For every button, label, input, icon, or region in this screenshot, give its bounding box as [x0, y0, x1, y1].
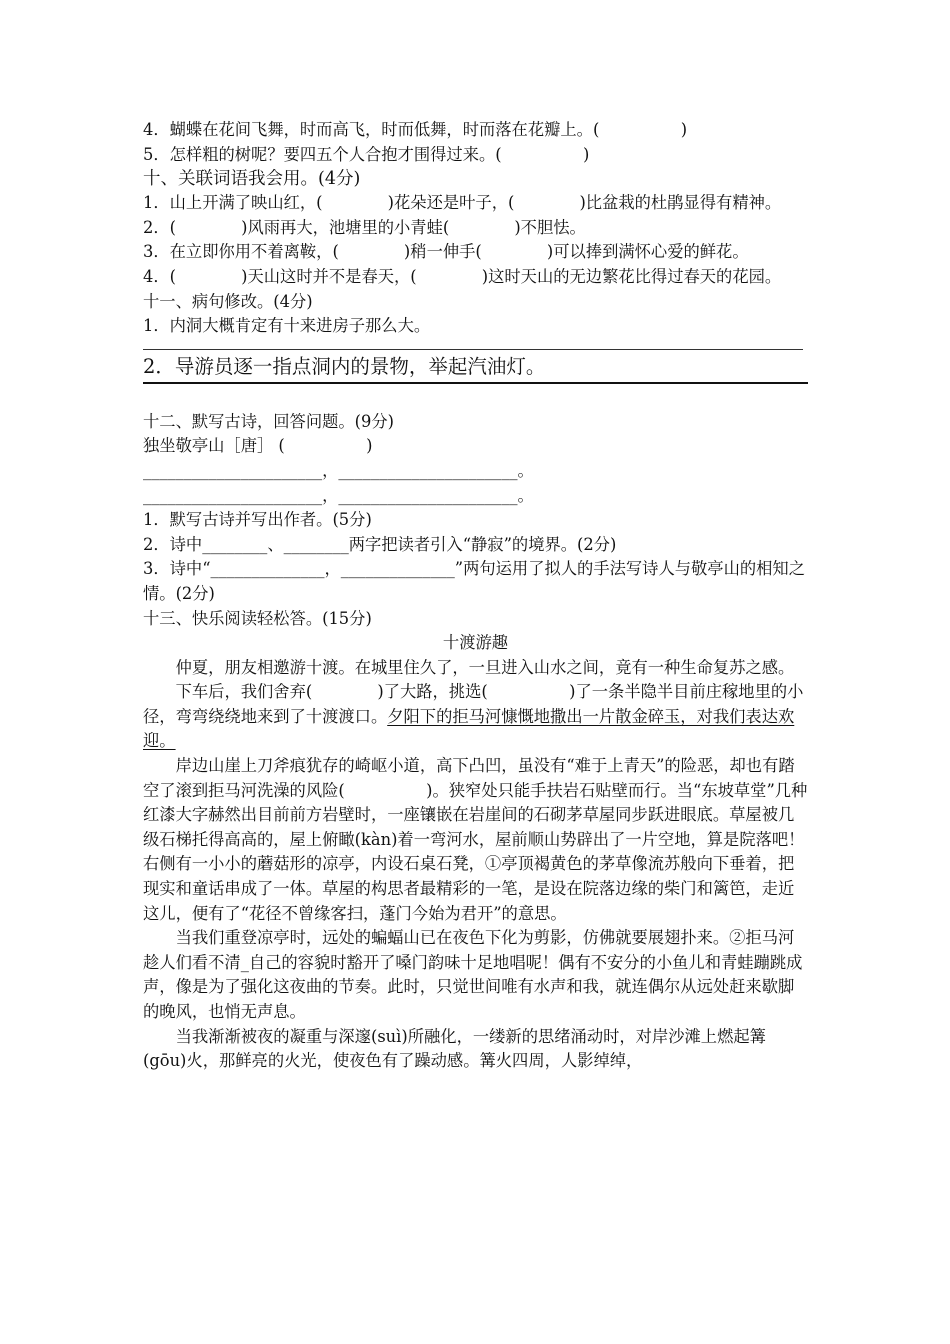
section-12-title: 十二、默写古诗，回答问题。(9分): [143, 411, 395, 431]
underlined-sentence: 夕阳下的拒马河慷慨地撒出一片散金碎玉，对我们表达欢迎。: [143, 706, 795, 751]
article-title: 十渡游趣: [442, 633, 509, 653]
question-11-2: 2．导游员逐一指点洞内的景物，举起汽油灯。: [143, 354, 546, 378]
exam-page: [143, 118, 808, 1074]
question-9-5: 5．怎样粗的树呢？要四五个人合抱才围得过来。( ): [143, 144, 590, 164]
article-paragraph-3: 岸边山崖上刀斧痕犹存的崎岖小道，高下凸凹，虽没有“难于上青天”的险恶，却也有踏空了滚到拒马河洗澡的风险( )。狭窄处只能手扶岩石贴壁而行。当“东坡草堂”几种红漆大字赫然出目前前方岩壁时，一座镶嵌在岩崖间的石砌茅草屋同步跃进眼底。草屋被几级石梯托得高高的，屋上俯瞰(kàn)着一弯河水，屋前顺山势辟出了一片空地，算是院落吧！右侧有一小小的蘑菇形的凉亭，内设石桌石凳，①亭顶褐黄色的茅草像流苏般向下垂着，把现实和童话串成了一体。草屋的构思者最精彩的一笔，是设在院落边缘的柴门和篱笆，走近这儿，便有了“花径不曾缘客扫，蓬门今始为君开”的意思。: [143, 756, 808, 923]
section-13-title: 十三、快乐阅读轻松答。(15分): [143, 608, 372, 628]
question-12-2: 2．诗中________、________两字把读者引入“静寂”的境界。(2分): [143, 534, 617, 554]
section-10-title: 十、关联词语我会用。(4分): [143, 169, 361, 190]
question-10-1: 1．山上开满了映山红，( )花朵还是叶子，( )比盆栽的杜鹃显得有精神。: [143, 193, 782, 213]
poem-blank-line-2: ______________________，______________________。: [143, 485, 534, 505]
question-9-4: 4．蝴蝶在花间飞舞，时而高飞，时而低舞，时而落在花瓣上。( ): [143, 120, 688, 139]
answer-line-11-1: [143, 349, 803, 350]
article-paragraph-2: [143, 680, 808, 754]
article-paragraph-4: 当我们重登凉亭时，远处的蝙蝠山已在夜色下化为剪影，仿佛就要展翅扑来。②拒马河趁人们看不清_自己的容貌时豁开了嗓门韵味十足地唱呢！偶有不安分的小鱼儿和青蛙蹦跳成声，像是为了强化这夜曲的节奏。此时，只觉世间唯有水声和我，就连偶尔从远处赶来歇脚的晚风，也悄无声息。: [143, 928, 803, 1021]
article-paragraph-1: 仲夏，朋友相邀游十渡。在城里住久了，一旦进入山水之间，竟有一种生命复苏之感。: [175, 657, 795, 677]
poem-title: 独坐敬亭山［唐］ ( ): [143, 436, 373, 456]
section-11-title: 十一、病句修改。(4分): [143, 291, 313, 311]
question-10-2: 2．( )风雨再大，池塘里的小青蛙( )不胆怯。: [143, 217, 586, 237]
paragraph-2-text: 下车后，我们舍弃( )了大路，挑选( )了一条半隐半目前庄稼地里的小径，弯弯绕绕地来到了十渡渡口。: [143, 682, 804, 726]
question-12-3: 3．诗中“______________，______________”两句运用了拟人的手法写诗人与敬亭山的相知之情。(2分): [143, 559, 805, 603]
poem-blank-line-1: ______________________，______________________。: [143, 460, 534, 480]
question-11-1: 1．内洞大概肯定有十来进房子那么大。: [143, 316, 431, 336]
article-paragraph-5: 当我渐渐被夜的凝重与深邃(suì)所融化，一缕新的思绪涌动时，对岸沙滩上燃起篝(gōu)火，那鲜亮的火光，使夜色有了躁动感。篝火四周，人影绰绰，: [143, 1026, 766, 1071]
question-10-3: 3．在立即你用不着离鞍，( )稍一伸手( )可以捧到满怀心爱的鲜花。: [143, 242, 749, 262]
question-10-4: 4．( )天山这时并不是春天，( )这时天山的无边繁花比得过春天的花园。: [143, 266, 782, 286]
question-12-1: 1．默写古诗并写出作者。(5分): [143, 510, 372, 530]
